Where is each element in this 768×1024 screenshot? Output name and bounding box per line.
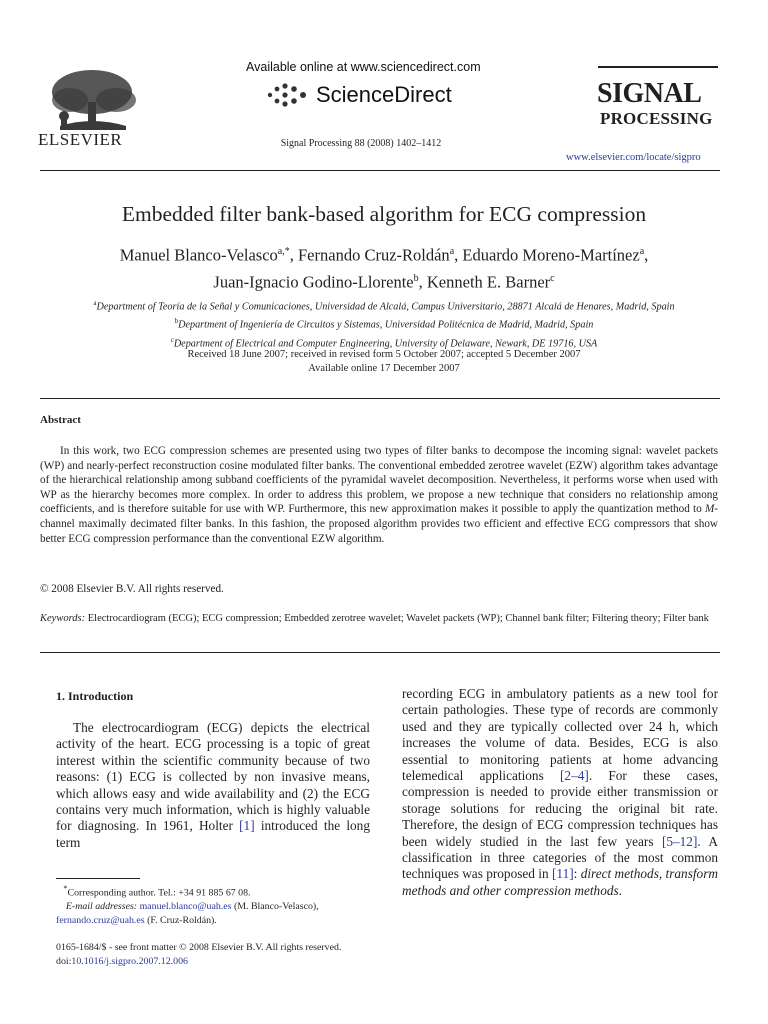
intro-right-column bbox=[402, 686, 718, 899]
journal-url-link[interactable]: www.elsevier.com/locate/sigpro bbox=[566, 152, 701, 163]
paper-title: Embedded filter bank-based algorithm for ECG compression bbox=[121, 202, 647, 226]
publisher-wordmark: ELSEVIER bbox=[38, 130, 123, 149]
journal-reference: Signal Processing 88 (2008) 1402–1412 bbox=[280, 138, 442, 149]
author-name: Eduardo Moreno-Martínez bbox=[462, 245, 640, 265]
intro-text: recording ECG in ambulatory patients as a new tool for certain pathologies. These type of records are commonly used and they are typically collected over 24 h, which increases the volume of data. Besides, ECG is also essential to monitoring patients at home advancing telemedical applications bbox=[402, 686, 718, 784]
intro-text: The electrocardiogram (ECG) depicts the electrical activity of the heart. ECG processing is a topic of great interest within the scientific community because of two reasons: (1) ECG is collected by non invasive means, which allows easy and wide availability and (2) the ECG contains very much information, which is highly valuable for diagnosing. In 1961, Holter bbox=[56, 720, 370, 834]
author-separator: , bbox=[289, 245, 298, 265]
journal-logo-processing: PROCESSING bbox=[600, 109, 713, 128]
journal-logo-bar bbox=[598, 66, 718, 68]
email-link[interactable]: manuel.blanco@uah.es bbox=[139, 901, 232, 913]
journal-logo-signal: SIGNAL bbox=[597, 78, 702, 109]
affiliation-text: Department of Electrical and Computer Engineering, University of Delaware, Newark, DE 19716, USA bbox=[173, 338, 598, 350]
intro-text: . For these cases, compression is needed to provide either transmission or storage solutions for reducing the original bit rate. Therefore, the design of ECG compression techniques has been widely studied in the last few years bbox=[402, 768, 718, 849]
affiliation-marker: a bbox=[93, 299, 97, 307]
abstract-text-part: In this work, two ECG compression schemes are presented using two types of filter banks to decompose the incoming signal: wavelet packets (WP) and nearly-perfect reconstruction cosine modulated filter banks. The conventional embedded zerotree wavelet (EZW) algorithm takes advantage of the hierarchical relationship among subband coefficients of the pyramidal wavelet decomposition. Nevertheless, it performs worse when used with WP as the hierarchy becomes more complex. In order to address this problem, we propose a new technique that considers no relationship among coefficients, and is therefore suitable for use with WP. Furthermore, this new approximation makes it possible to apply the quantization method to bbox=[40, 445, 718, 516]
sciencedirect-dots-icon bbox=[266, 82, 310, 108]
intro-text: . A classification in three categories of the most common techniques was proposed in bbox=[402, 833, 718, 882]
sciencedirect-logo bbox=[266, 82, 452, 108]
intro-text: : bbox=[573, 866, 581, 882]
author-affiliation-marker: b bbox=[413, 272, 419, 284]
citation-link[interactable]: [5–12] bbox=[661, 833, 698, 849]
abstract-heading: Abstract bbox=[40, 414, 81, 426]
affiliation-line bbox=[0, 296, 768, 314]
affiliation-text: Department of Ingeniería de Circuitos y Sistemas, Universidad Politécnica de Madrid, Madrid, Spain bbox=[178, 319, 594, 331]
doi-label: doi: bbox=[56, 956, 72, 967]
affiliation-marker: c bbox=[170, 335, 174, 344]
author-separator: , bbox=[644, 245, 649, 265]
sciencedirect-name: ScienceDirect bbox=[316, 82, 452, 107]
corresponding-author-footnote bbox=[56, 882, 376, 928]
email-line bbox=[56, 914, 376, 928]
author-line-1 bbox=[0, 240, 768, 267]
affiliation-line bbox=[0, 314, 768, 332]
author-separator: , bbox=[418, 272, 427, 291]
email-link[interactable]: fernando.cruz@uah.es bbox=[56, 915, 145, 927]
author-affiliation-marker: a bbox=[449, 246, 455, 257]
author-separator: , bbox=[454, 245, 463, 265]
section-heading-introduction: 1. Introduction bbox=[56, 689, 134, 703]
author-affiliation-marker: a bbox=[639, 246, 645, 257]
author-name: Manuel Blanco-Velasco bbox=[119, 245, 278, 265]
intro-text: introduced the long term bbox=[56, 818, 370, 850]
citation-link[interactable]: [11] bbox=[551, 866, 574, 882]
intro-text: . bbox=[618, 882, 622, 898]
available-online-date: Available online 17 December 2007 bbox=[308, 363, 460, 374]
citation-link[interactable]: [1] bbox=[239, 818, 255, 834]
email-owner: (M. Blanco-Velasco), bbox=[231, 901, 319, 913]
article-history bbox=[0, 348, 768, 376]
intro-left-column bbox=[56, 720, 370, 851]
issn-line: 0165-1684/$ - see front matter © 2008 Elsevier B.V. All rights reserved. bbox=[56, 942, 342, 953]
intro-emphasis: direct methods, transform methods and other compression methods bbox=[402, 866, 718, 898]
author-name: Juan-Ignacio Godino-Llorente bbox=[213, 272, 414, 291]
page-footer bbox=[56, 941, 341, 969]
footnote-divider bbox=[56, 878, 140, 879]
citation-link[interactable]: [2–4] bbox=[560, 768, 589, 784]
affiliations bbox=[0, 296, 768, 351]
sciencedirect-available-text: Available online at www.sciencedirect.com bbox=[246, 60, 481, 74]
author-list bbox=[0, 240, 768, 293]
corresponding-text: Corresponding author. Tel.: +34 91 885 67 08. bbox=[67, 887, 251, 899]
email-label: E-mail addresses: bbox=[65, 901, 138, 913]
author-name: Kenneth E. Barner bbox=[426, 272, 551, 291]
doi-line bbox=[56, 955, 341, 969]
author-name: Fernando Cruz-Roldán bbox=[298, 245, 450, 265]
abstract-text bbox=[40, 444, 718, 546]
received-dates: Received 18 June 2007; received in revised form 5 October 2007; accepted 5 December 2007 bbox=[187, 349, 581, 360]
keywords-list: Electrocardiogram (ECG); ECG compression; Embedded zerotree wavelet; Wavelet packets (WP); Channel bank filter; Filtering theory; Filter bank bbox=[87, 613, 709, 624]
affiliation-text: Department of Teoría de la Señal y Comunicaciones, Universidad de Alcalá, Campus Universitario, 28871 Alcalá de Henares, Madrid, Spain bbox=[96, 301, 675, 313]
abstract-m-symbol: M bbox=[704, 503, 715, 516]
keywords-divider bbox=[40, 652, 720, 653]
affiliation-marker: b bbox=[174, 317, 179, 326]
doi-link[interactable]: 10.1016/j.sigpro.2007.12.006 bbox=[71, 956, 188, 967]
author-affiliation-marker: c bbox=[550, 272, 555, 284]
abstract-copyright: © 2008 Elsevier B.V. All rights reserved. bbox=[40, 583, 224, 595]
abstract-divider bbox=[40, 398, 720, 399]
email-line bbox=[56, 900, 376, 914]
header-divider bbox=[40, 170, 720, 171]
corresponding-line bbox=[56, 882, 376, 900]
footnote-marker: * bbox=[63, 884, 68, 893]
abstract-text-part: -channel maximally decimated filter banks. In this fashion, the proposed algorithm provides two efficient and effective ECG compressors that show better ECG compression performance than the conventional EZW algorithm. bbox=[40, 503, 718, 545]
email-owner: (F. Cruz-Roldán). bbox=[144, 915, 217, 927]
author-affiliation-marker: a,* bbox=[277, 246, 290, 257]
author-line-2 bbox=[0, 267, 768, 294]
keywords bbox=[40, 612, 718, 627]
keywords-label: Keywords: bbox=[40, 613, 86, 624]
